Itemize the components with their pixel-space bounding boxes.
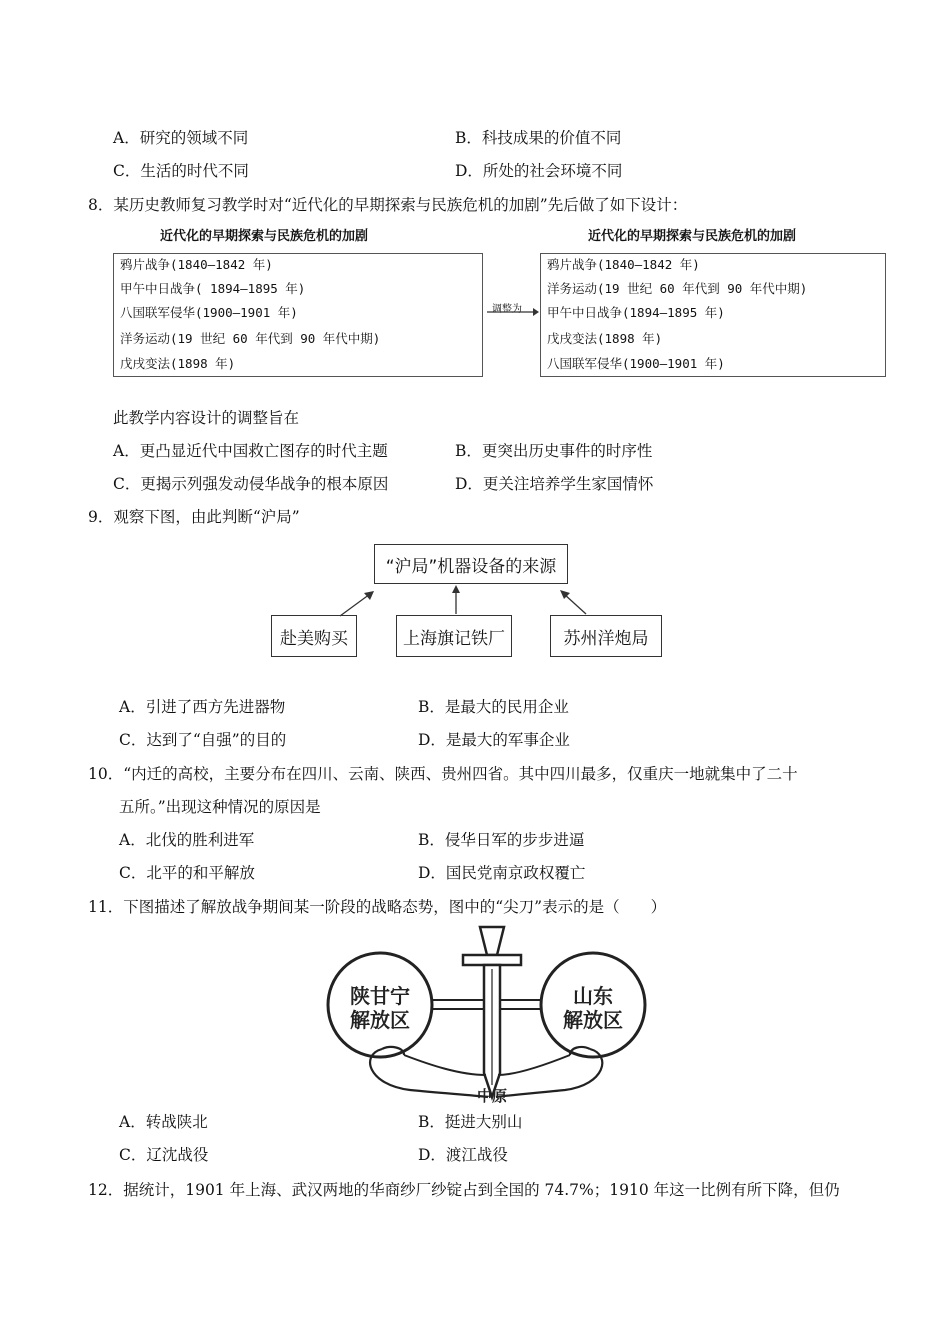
q8-right-table (540, 253, 886, 377)
q11-bottom-label: 中原 (476, 1087, 508, 1105)
q11-stem: 11．下图描述了解放战争期间某一阶段的战略态势，图中的“尖刀”表示的是（ ） (88, 898, 667, 916)
q8-arrow-label: 调整为 (492, 304, 522, 315)
q11-right-label-2: 解放区 (563, 1008, 623, 1032)
q8-left-table (113, 253, 483, 377)
q11-option-d: D．渡江战役 (418, 1146, 508, 1164)
q8-left-row: 甲午中日战争( 1894—1895 年) (120, 281, 306, 296)
q11-right-label-1: 山东 (573, 984, 613, 1008)
q8-right-row: 鸦片战争(1840—1842 年) (547, 257, 700, 272)
q9-top-box: “沪局”机器设备的来源 (374, 544, 568, 584)
q11-left-label-1: 陕甘宁 (350, 984, 410, 1008)
q8-option-b: B．更突出历史事件的时序性 (455, 442, 653, 460)
q8-option-c: C．更揭示列强发动侵华战争的根本原因 (113, 475, 389, 493)
q8-right-table-title: 近代化的早期探索与民族危机的加剧 (588, 229, 797, 244)
q7-option-d: D．所处的社会环境不同 (455, 162, 623, 180)
q7-option-a: A．研究的领域不同 (113, 129, 249, 147)
q7-option-b: B．科技成果的价值不同 (455, 129, 622, 147)
q8-right-row: 八国联军侵华(1900—1901 年) (547, 356, 725, 371)
q11-strategy-diagram (320, 925, 650, 1105)
q8-left-row: 洋务运动(19 世纪 60 年代到 90 年代中期) (120, 331, 381, 346)
q8-option-a: A．更凸显近代中国救亡图存的时代主题 (113, 442, 388, 460)
q9-option-d: D．是最大的军事企业 (418, 731, 570, 749)
q8-left-row: 鸦片战争(1840—1842 年) (120, 257, 273, 272)
q10-option-d: D．国民党南京政权覆亡 (418, 864, 586, 882)
q11-left-label-2: 解放区 (350, 1008, 410, 1032)
q9-box-shanghai-ironworks: 上海旗记铁厂 (396, 615, 512, 657)
q8-left-row: 八国联军侵华(1900—1901 年) (120, 305, 298, 320)
q7-option-c: C．生活的时代不同 (113, 162, 249, 180)
q11-option-c: C．辽沈战役 (119, 1146, 209, 1164)
q12-stem: 12．据统计，1901 年上海、武汉两地的华商纱厂纱锭占到全国的 74.7%；1910 年这一比例有所下降，但仍 (88, 1181, 840, 1199)
q8-left-row: 戊戌变法(1898 年) (120, 356, 236, 371)
q9-option-a: A．引进了西方先进器物 (119, 698, 286, 716)
q8-right-row: 甲午中日战争(1894—1895 年) (547, 305, 725, 320)
q8-right-row: 戊戌变法(1898 年) (547, 331, 663, 346)
q9-box-purchase-usa: 赴美购买 (271, 615, 357, 657)
q11-option-b: B．挺进大别山 (418, 1113, 523, 1131)
q9-option-b: B．是最大的民用企业 (418, 698, 569, 716)
q9-box-suzhou-arsenal: 苏州洋炮局 (550, 615, 662, 657)
q10-stem-line1: 10．“内迁的高校，主要分布在四川、云南、陕西、贵州四省。其中四川最多，仅重庆一地就集中了二十 (88, 765, 798, 783)
q11-option-a: A．转战陕北 (119, 1113, 208, 1131)
q8-right-arrow-icon (485, 305, 540, 319)
q8-question: 此教学内容设计的调整旨在 (113, 409, 300, 427)
q8-stem: 8．某历史教师复习教学时对“近代化的早期探索与民族危机的加剧”先后做了如下设计： (88, 196, 688, 214)
q10-option-a: A．北伐的胜利进军 (119, 831, 255, 849)
q10-option-b: B．侵华日军的步步进逼 (418, 831, 585, 849)
q9-option-c: C．达到了“自强”的目的 (119, 731, 287, 749)
q9-arrows-icon (260, 584, 680, 618)
q10-stem-line2: 五所。”出现这种情况的原因是 (119, 798, 321, 816)
q8-right-row: 洋务运动(19 世纪 60 年代到 90 年代中期) (547, 281, 808, 296)
q8-option-d: D．更关注培养学生家国情怀 (455, 475, 654, 493)
q10-option-c: C．北平的和平解放 (119, 864, 255, 882)
q8-left-table-title: 近代化的早期探索与民族危机的加剧 (160, 229, 369, 244)
q9-stem: 9．观察下图，由此判断“沪局” (88, 508, 300, 526)
